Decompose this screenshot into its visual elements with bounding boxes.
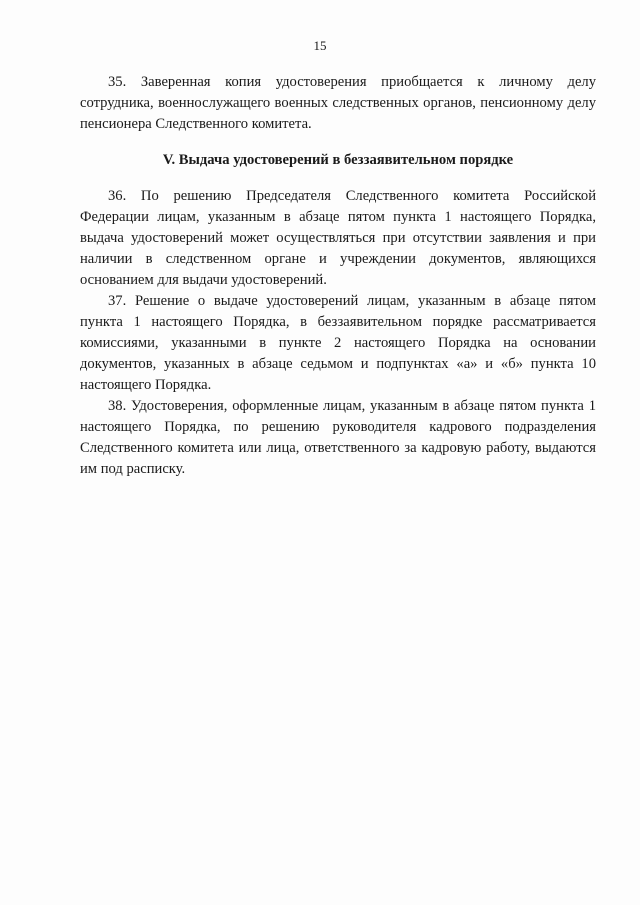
paragraph-37: 37. Решение о выдаче удостоверений лицам, указанным в абзаце пятом пункта 1 настоящего Порядка, в беззаявительном порядке рассматривается комиссиями, указанными в пункте 2 настоящего Порядка на основании документов, указанных в абзаце седьмом и подпунктах «а» и «б» пункта 10 настоящего Порядка. — [80, 293, 596, 393]
section-heading: V. Выдача удостоверений в беззаявительном порядке — [162, 152, 514, 168]
paragraph-36: 36. По решению Председателя Следственного комитета Российской Федерации лицам, указанным в абзаце пятом пункта 1 настоящего Порядка, выдача удостоверений может осуществляться при отсутствии заявления и при наличии в следственном органе и учреждении документов, являющихся основанием для выдачи удостоверений. — [80, 188, 596, 288]
paragraph-38: 38. Удостоверения, оформленные лицам, указанным в абзаце пятом пункта 1 настоящего Порядка, по решению руководителя кадрового подразделения Следственного комитета или лица, ответственного за кадровую работу, выдаются им под расписку. — [80, 398, 596, 477]
page-number: 15 — [313, 38, 327, 53]
paragraph-35: 35. Заверенная копия удостоверения приобщается к личному делу сотрудника, военнослужащего военных следственных органов, пенсионному делу пенсионера Следственного комитета. — [80, 74, 596, 132]
document-body — [80, 72, 596, 480]
